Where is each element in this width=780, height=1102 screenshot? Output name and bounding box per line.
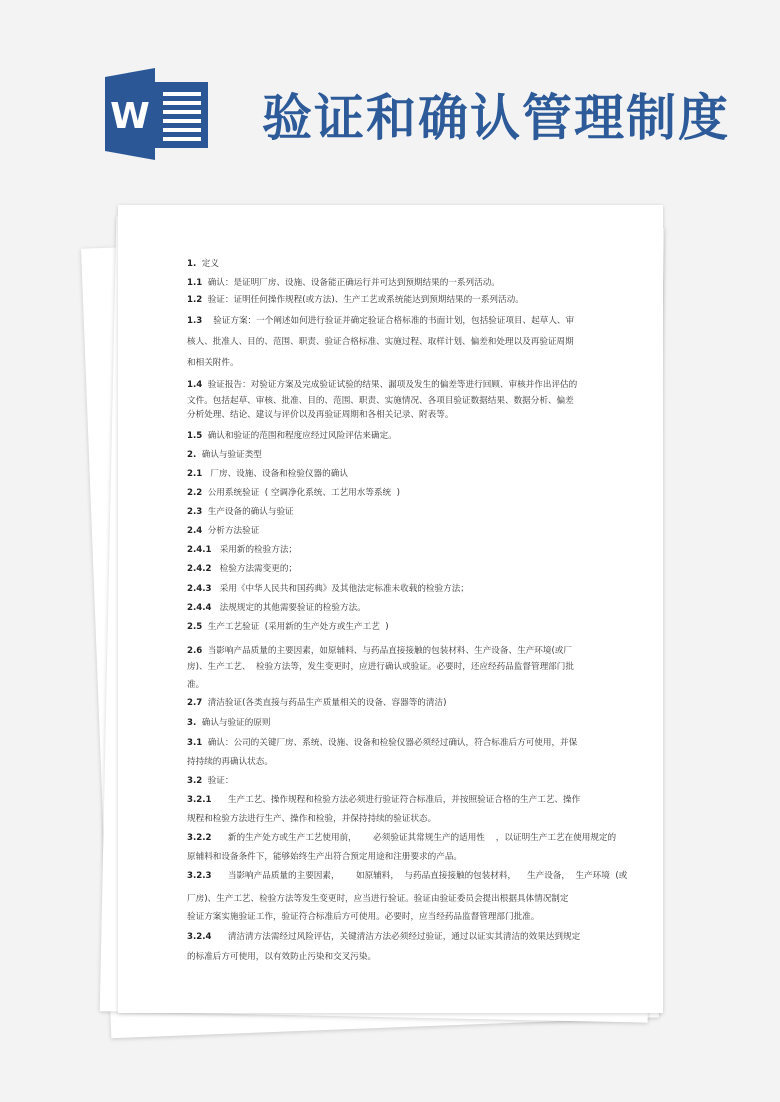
document-line xyxy=(187,776,234,787)
document-line xyxy=(187,894,568,905)
line-text: 分析方法验证 xyxy=(207,526,260,536)
line-text: 厂房)、生产工艺、检验方法等发生变更时，应当进行验证。验证由验证委员会提出根据具体情况制定 xyxy=(187,894,569,904)
document-line xyxy=(187,912,539,923)
section-number: 3.2.3 xyxy=(187,871,212,881)
section-number: 1.3 xyxy=(187,316,203,326)
document-line xyxy=(187,871,627,882)
section-number: 2.4.2 xyxy=(187,564,212,574)
line-text: 的标准后方可使用，以有效防止污染和交叉污染。 xyxy=(187,952,377,962)
section-number: 3. xyxy=(187,718,197,728)
line-text: 验证方案实施验证工作，验证符合标准后方可使用。必要时，应当经药品监督管理部门批准。 xyxy=(187,912,540,922)
document-line xyxy=(187,358,239,369)
document-line xyxy=(187,259,219,270)
document-line xyxy=(187,852,462,863)
section-number: 1.1 xyxy=(187,278,203,288)
document-line xyxy=(187,295,524,306)
document-line xyxy=(187,380,577,391)
line-text: 检验方法需变更的； xyxy=(216,564,298,574)
line-text: 和相关附件。 xyxy=(187,358,239,368)
line-text: 持持续的再确认状态。 xyxy=(187,757,273,767)
section-number: 1.4 xyxy=(187,380,203,390)
section-number: 2.4.3 xyxy=(187,584,212,594)
document-line xyxy=(187,814,436,825)
document-line xyxy=(187,278,500,289)
document-line xyxy=(187,952,376,963)
document-line xyxy=(187,698,446,709)
line-text: 生产设备的确认与验证 xyxy=(207,507,294,517)
line-text: 定义 xyxy=(201,259,219,269)
word-logo-icon xyxy=(105,68,211,160)
document-line xyxy=(187,450,262,461)
line-text: 生产工艺、操作规程和检验方法必须进行验证符合标准后，并按照验证合格的生产工艺、操作 xyxy=(216,795,581,805)
line-text: 确认：是证明厂房、设施、设备能正确运行并可达到预期结果的一系列活动。 xyxy=(207,278,500,288)
document-title: 验证和确认管理制度 xyxy=(262,88,730,147)
section-number: 1.2 xyxy=(187,295,203,305)
section-number: 1. xyxy=(187,259,197,269)
section-number: 2.2 xyxy=(187,488,203,498)
document-line xyxy=(187,646,572,657)
line-text: 当影响产品质量的主要因素， 如原辅料， 与药品直接接触的包装材料， 生产设备， 生产环境 (或 xyxy=(216,871,628,881)
section-number: 3.1 xyxy=(187,738,203,748)
line-text: 当影响产品质量的主要因素，如原辅料、与药品直接接触的包装材料、生产设备、生产环境(或厂 xyxy=(207,646,572,656)
document-line xyxy=(187,507,294,518)
line-text: 核人、批准人、目的、范围、职责、验证合格标准、实施过程、取样计划、偏差和处理以及再验证周期 xyxy=(187,337,574,347)
section-number: 1.5 xyxy=(187,431,203,441)
line-text: 确认和验证的范围和程度应经过风险评估来确定。 xyxy=(207,431,397,441)
document-line xyxy=(187,932,580,943)
section-number: 2.1 xyxy=(187,469,203,479)
document-line xyxy=(187,584,469,595)
section-number: 2.3 xyxy=(187,507,203,517)
line-text: 确认与验证的原则 xyxy=(201,718,271,728)
line-text: 验证报告：对验证方案及完成验证试验的结果、漏项及发生的偏差等进行回顾、审核并作出评估的 xyxy=(207,380,578,390)
line-text: 验证方案：一个阐述如何进行验证并确定验证合格标准的书面计划，包括验证项目、起草人、审 xyxy=(207,316,575,326)
document-line xyxy=(187,738,577,749)
line-text: 分析处理、结论、建议与评价以及再验证周期和各相关记录、附表等。 xyxy=(187,410,454,420)
line-text: 清洁验证(各类直接与药品生产质量相关的设备、容器等的清洁) xyxy=(207,698,447,708)
document-line xyxy=(187,316,574,327)
document-line xyxy=(187,603,366,614)
line-text: 确认与验证类型 xyxy=(201,450,262,460)
section-number: 2. xyxy=(187,450,197,460)
line-text: 生产工艺验证 (采用新的生产处方或生产工艺 ) xyxy=(207,622,389,632)
line-text: 新的生产处方或生产工艺使用前， 必须验证其常规生产的适用性 ，以证明生产工艺在使用规定的 xyxy=(216,833,617,843)
line-text: 确认：公司的关键厂房、系统、设施、设备和检验仪器必须经过确认，符合标准后方可使用，并保 xyxy=(207,738,578,748)
section-number: 3.2.4 xyxy=(187,932,212,942)
line-text: 法规规定的其他需要验证的检验方法。 xyxy=(216,603,366,613)
line-text: 公用系统验证 ( 空调净化系统、工艺用水等系统 ) xyxy=(207,488,400,498)
document-line xyxy=(187,469,348,480)
line-text: 验证： xyxy=(207,776,234,786)
section-number: 2.6 xyxy=(187,646,203,656)
section-number: 2.4.1 xyxy=(187,545,212,555)
section-number: 2.4.4 xyxy=(187,603,212,613)
line-text: 房)、生产工艺、 检验方法等，发生变更时，应进行确认或验证。必要时，还应经药品监督管理部门批 xyxy=(187,662,574,672)
line-text: 采用《中华人民共和国药典》及其他法定标准未收载的检验方法； xyxy=(216,584,469,594)
line-text: 验证：证明任何操作规程(或方法)、生产工艺或系统能达到预期结果的一系列活动。 xyxy=(207,295,524,305)
document-line xyxy=(187,488,400,499)
document-line xyxy=(187,526,259,537)
document-line xyxy=(187,757,273,768)
line-text: 文件。包括起草、审核、批准、目的、范围、职责、实施情况、各项目验证数据结果、数据分析、偏差 xyxy=(187,396,574,406)
document-line xyxy=(187,662,574,673)
line-text: 原辅料和设备条件下，能够始终生产出符合预定用途和注册要求的产品。 xyxy=(187,852,463,862)
document-line xyxy=(187,795,580,806)
document-line xyxy=(187,833,616,844)
document-line xyxy=(187,410,453,421)
document-line xyxy=(187,680,204,691)
section-number: 3.2.2 xyxy=(187,833,212,843)
document-line xyxy=(187,718,270,729)
line-text: 清洁清方法需经过风险评估，关键清洁方法必须经过验证，通过以证实其清洁的效果达到规定 xyxy=(216,932,581,942)
section-number: 3.2.1 xyxy=(187,795,212,805)
document-line xyxy=(187,431,397,442)
document-line xyxy=(187,622,389,633)
line-text: 准。 xyxy=(187,680,205,690)
section-number: 3.2 xyxy=(187,776,203,786)
section-number: 2.4 xyxy=(187,526,203,536)
line-text: 厂房、设施、设备和检验仪器的确认 xyxy=(207,469,348,479)
section-number: 2.7 xyxy=(187,698,203,708)
svg-text:W: W xyxy=(110,96,150,137)
document-line xyxy=(187,545,297,556)
document-line xyxy=(187,564,297,575)
document-line xyxy=(187,337,574,348)
line-text: 采用新的检验方法； xyxy=(216,545,298,555)
section-number: 2.5 xyxy=(187,622,203,632)
line-text: 规程和检验方法进行生产、操作和检验，并保持持续的验证状态。 xyxy=(187,814,437,824)
document-line xyxy=(187,396,574,407)
